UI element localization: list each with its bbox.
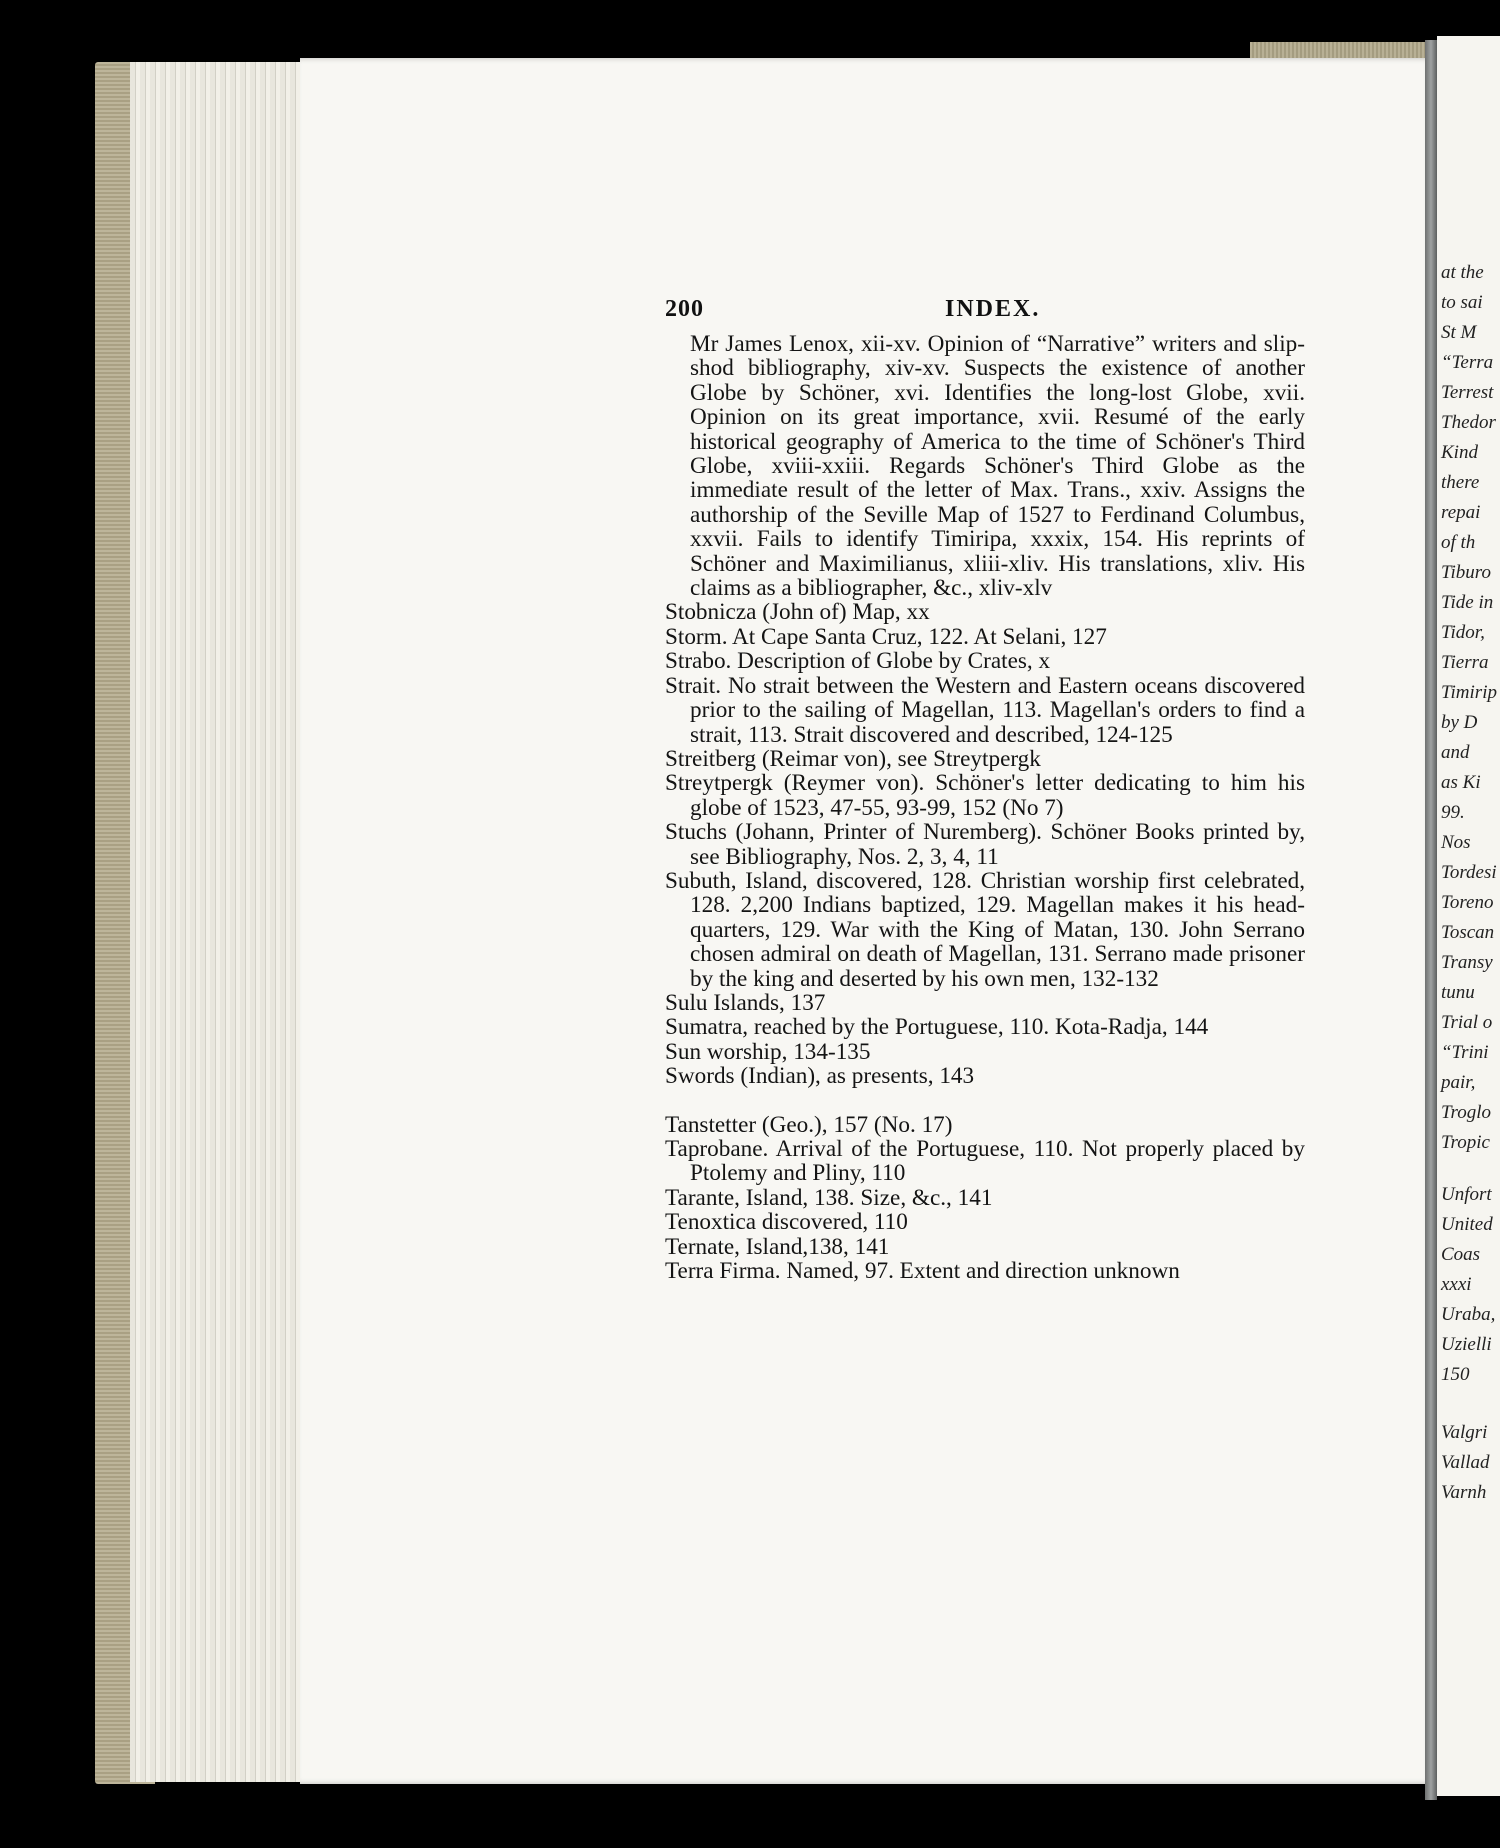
index-entry: Strabo. Description of Globe by Crates, x [665, 648, 1051, 675]
page-number: 200 [665, 296, 704, 322]
facing-page-fragment: to sai [1441, 292, 1483, 313]
facing-page-edge [1437, 36, 1500, 1796]
index-entry: Mr James Lenox, xii-xv. Opinion of “Narrative” writers and slip-shod bibliography, xiv-xv. Suspects the existence of another Globe by Schöner, xvi. Identifies the long-lost Globe, xvii. Opinion on its great importance, xvii. Resumé of the early historical geography of America to the time of Schöner's Third Globe, xviii-xxiii. Regards Schöner's Third Globe as the immediate result of the letter of Max. Trans., xxiv. Assigns the authorship of the Seville Map of 1527 to Ferdinand Columbus, xxvii. Fails to identify Timiripa, xxxix, 154. His reprints of Schöner and Maximilianus, xliii-xliv. His translations, xliv. His claims as a bibliographer, &c., xliv-xlv [690, 331, 1305, 602]
facing-page-fragment: Nos [1441, 832, 1471, 853]
facing-page-fragment: Vallad [1441, 1452, 1490, 1473]
index-entry: Tarante, Island, 138. Size, &c., 141 [665, 1184, 993, 1211]
index-entry: Strait. No strait between the Western and Eastern oceans discovered prior to the sailing of Magellan, 113. Magellan's orders to find a strait, 113. Strait discovered and described, 124-125 [665, 672, 1305, 748]
facing-page-fragment: “Trini [1441, 1042, 1489, 1063]
book-gutter [1425, 40, 1437, 1800]
facing-page-fragment: Tordesi [1441, 862, 1497, 883]
facing-page-fragment: Tiburo [1441, 562, 1491, 583]
index-entry: Tanstetter (Geo.), 157 (No. 17) [665, 1111, 953, 1138]
facing-page-fragment: repai [1441, 502, 1481, 523]
facing-page-fragment: Troglo [1441, 1102, 1491, 1123]
index-entry: Sun worship, 134-135 [665, 1038, 871, 1065]
facing-page-fragment: Uraba, [1441, 1304, 1496, 1325]
facing-page-fragment: there [1441, 472, 1480, 493]
index-entry: Subuth, Island, discovered, 128. Christian worship first celebrated, 128. 2,200 Indians baptized, 129. Magellan makes it his head-quarters, 129. War with the King of Matan, 130. John Serrano chosen admiral on death of Magellan, 131. Serrano made prisoner by the king and deserted by his own men, 132-132 [665, 867, 1305, 992]
facing-page-fragment: tunu [1441, 982, 1475, 1003]
facing-page-fragment: 99. [1441, 802, 1465, 823]
facing-page-fragment: as Ki [1441, 772, 1481, 793]
facing-page-fragment: Timirip [1441, 682, 1497, 703]
running-title: INDEX. [945, 296, 1041, 322]
facing-page-fragment: Thedor [1441, 412, 1496, 433]
facing-page-fragment: Terrest [1441, 382, 1494, 403]
page-edges [130, 62, 300, 1782]
facing-page-fragment: St M [1441, 322, 1477, 343]
index-entry: Tenoxtica discovered, 110 [665, 1209, 908, 1236]
facing-page-fragment: by D [1441, 712, 1478, 733]
index-entry: Stobnicza (John of) Map, xx [665, 599, 930, 626]
facing-page-fragment: Unfort [1441, 1184, 1492, 1205]
index-entry: Ternate, Island,138, 141 [665, 1233, 890, 1260]
index-entry: Streytpergk (Reymer von). Schöner's letter dedicating to him his globe of 1523, 47-55, 93-99, 152 (No 7) [665, 770, 1305, 821]
facing-page-fragment: Toscan [1441, 922, 1495, 943]
index-entry: Sumatra, reached by the Portuguese, 110. Kota-Radja, 144 [665, 1014, 1209, 1041]
facing-page-fragment: Tide in [1441, 592, 1494, 613]
facing-page-fragment: Transy [1441, 952, 1493, 973]
facing-page-fragment: Valgri [1441, 1422, 1488, 1443]
facing-page-fragment: Tropic [1441, 1132, 1490, 1153]
index-entry: Storm. At Cape Santa Cruz, 122. At Selani, 127 [665, 623, 1107, 650]
facing-page-fragment: at the [1441, 262, 1484, 283]
facing-page-fragment: 150 [1441, 1364, 1470, 1385]
index-entry: Terra Firma. Named, 97. Extent and direction unknown [665, 1258, 1180, 1285]
index-entries [665, 332, 1305, 1283]
index-entry: Taprobane. Arrival of the Portuguese, 110. Not properly placed by Ptolemy and Pliny, 110 [665, 1136, 1305, 1187]
facing-page-fragment: Kind [1441, 442, 1478, 463]
facing-page-fragment: pair, [1441, 1072, 1476, 1093]
index-entry: Streitberg (Reimar von), see Streytpergk [665, 745, 1041, 772]
facing-page-fragment: Tierra [1441, 652, 1489, 673]
facing-page-fragment: of th [1441, 532, 1476, 553]
facing-page-fragment: Trial o [1441, 1012, 1493, 1033]
facing-page-fragment: “Terra [1441, 352, 1494, 373]
page-header [665, 296, 1305, 330]
facing-page-fragment: and [1441, 742, 1470, 763]
facing-page-fragment: Toreno [1441, 892, 1494, 913]
facing-page-fragment: Varnh [1441, 1482, 1487, 1503]
index-entry: Stuchs (Johann, Printer of Nuremberg). Schöner Books printed by, see Bibliography, Nos. 2, 3, 4, 11 [665, 819, 1305, 870]
facing-page-fragment: xxxi [1441, 1274, 1472, 1295]
facing-page-fragment: Uzielli [1441, 1334, 1492, 1355]
facing-page-fragment: Coas [1441, 1244, 1481, 1265]
index-entry: Swords (Indian), as presents, 143 [665, 1063, 975, 1090]
index-entry: Sulu Islands, 137 [665, 989, 826, 1016]
facing-page-fragment: Tidor, [1441, 622, 1485, 643]
facing-page-fragment: United [1441, 1214, 1493, 1235]
